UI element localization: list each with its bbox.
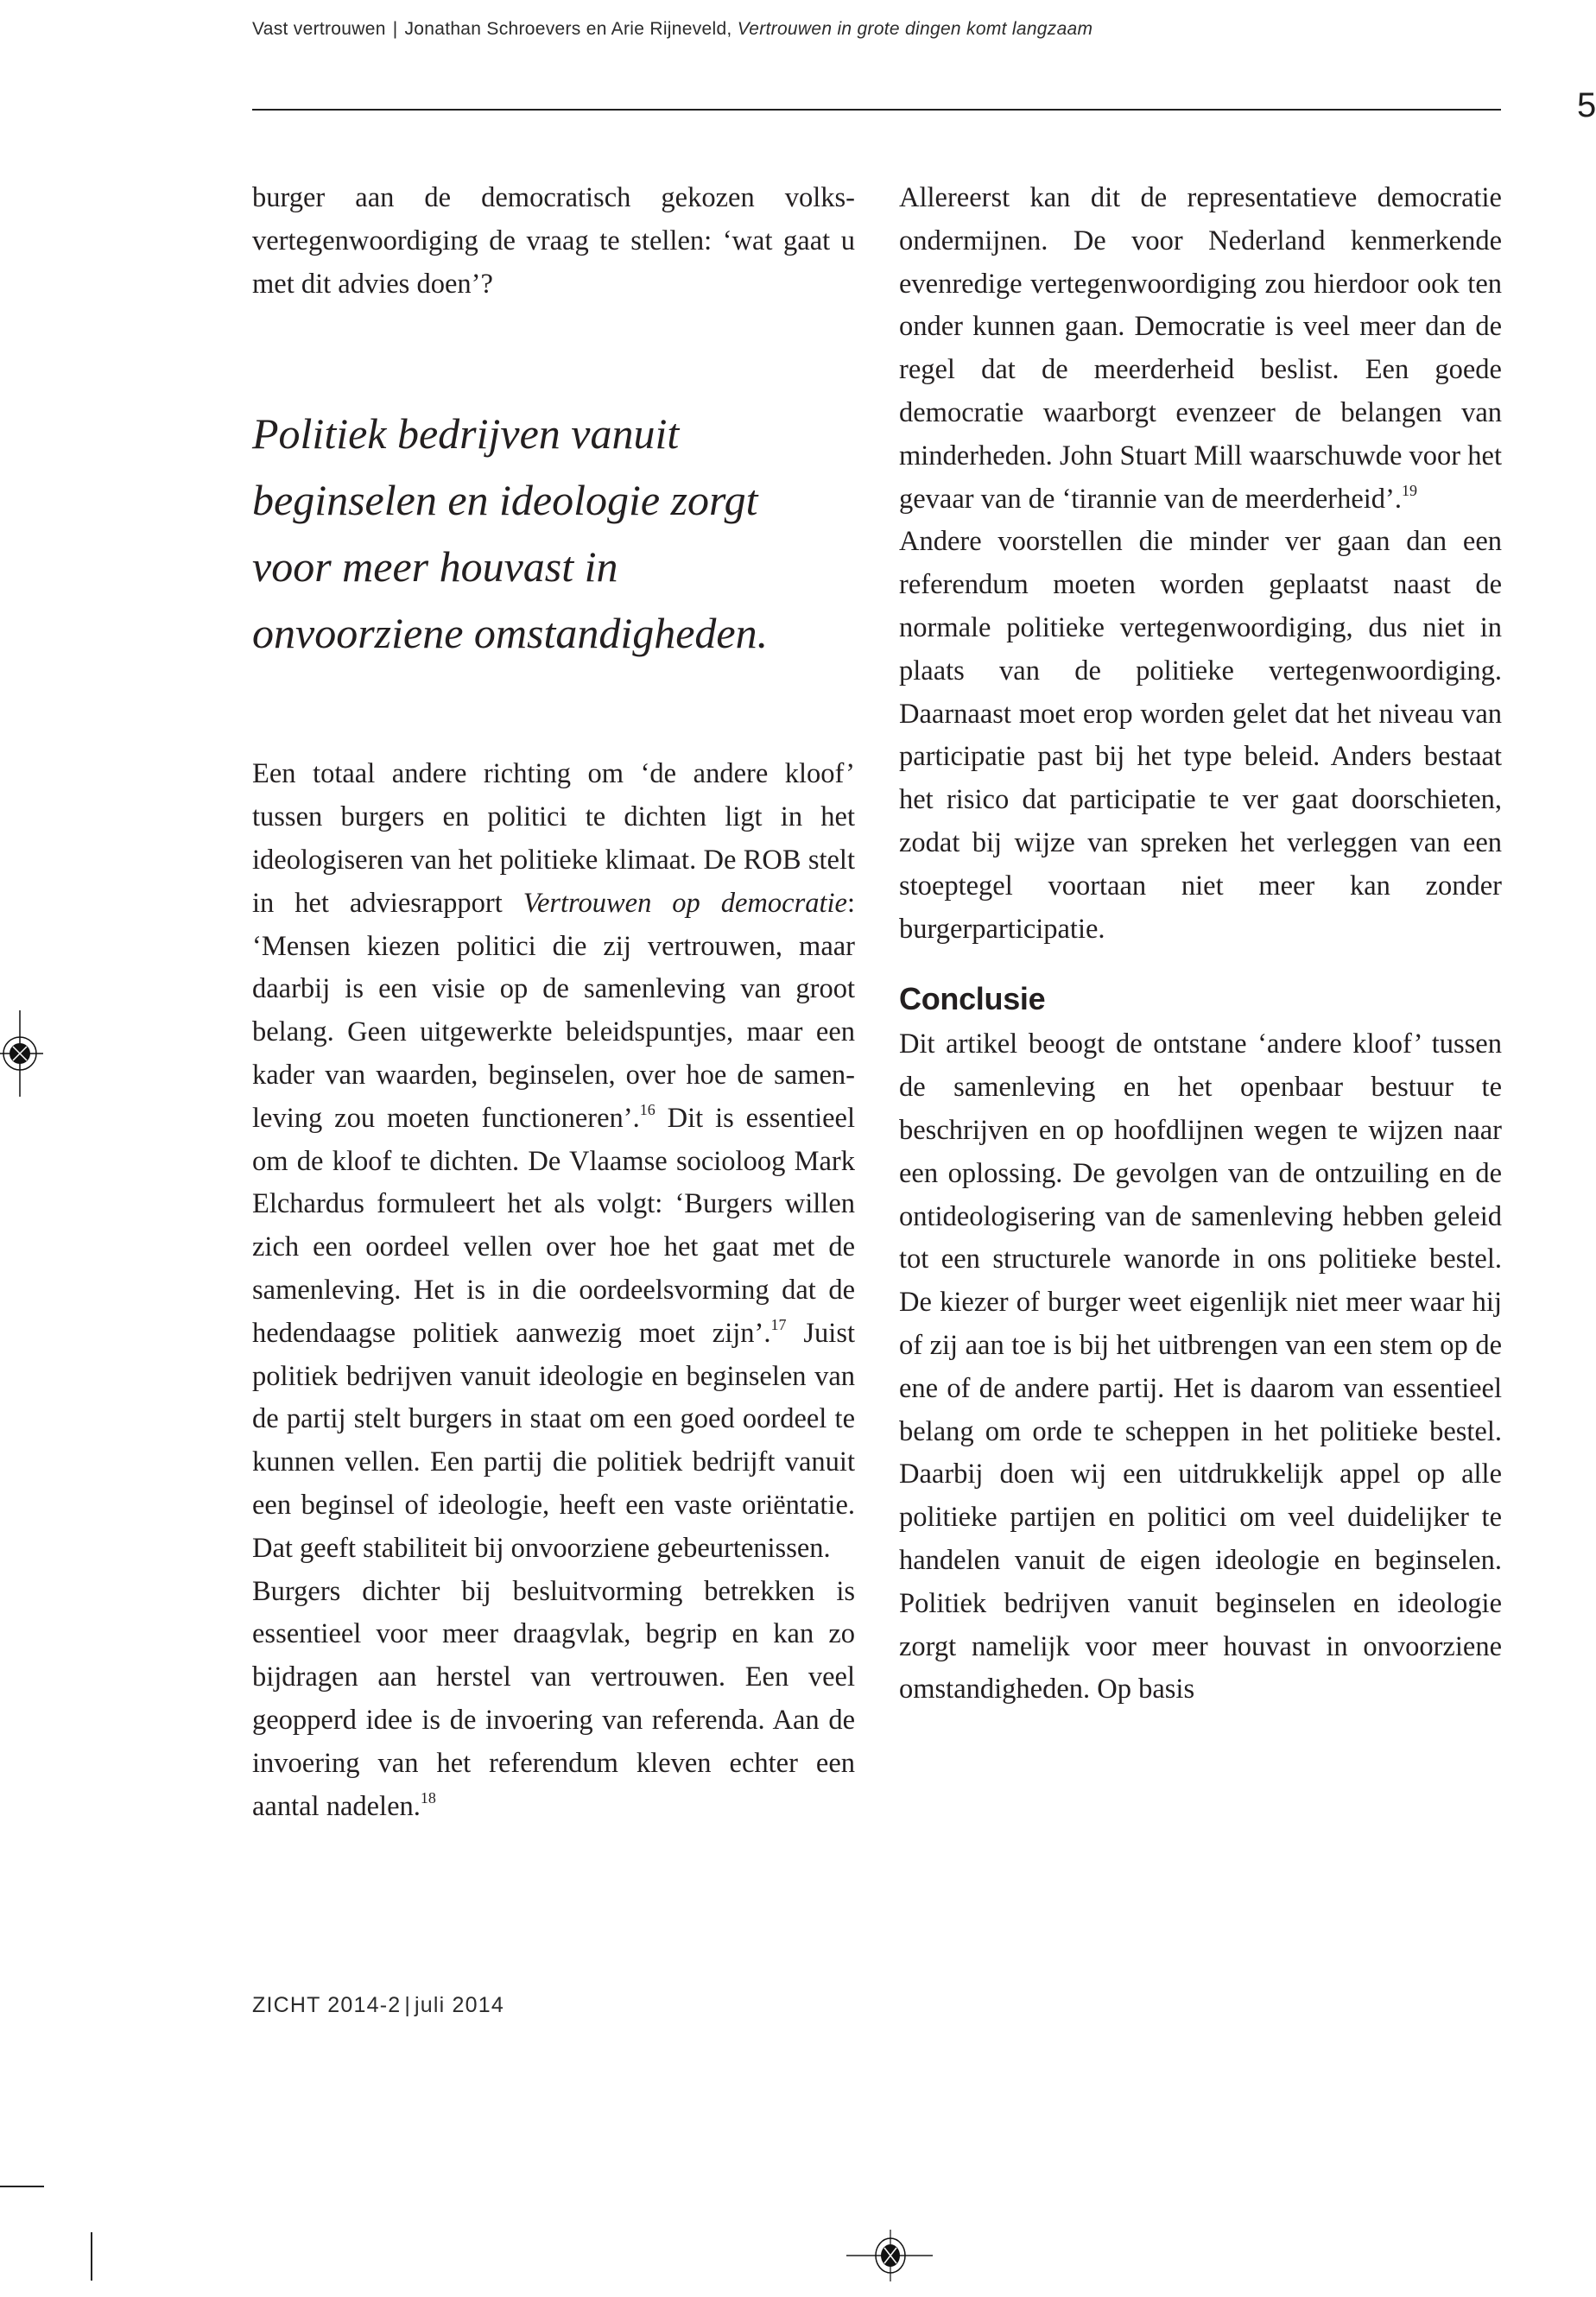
page-footer xyxy=(252,1993,504,2018)
paragraph: burger aan de democratisch gekozen volksvertegenwoordiging de vraag te stellen: ‘wat gaat u met dit advies doen’? xyxy=(252,182,855,300)
text-run: Juist politiek bedrijven vanuit ideologie en beginselen van de partij stelt burgers in staat om een goed oordeel te kunnen vellen. Een partij die politiek bedrijft vanuit een beginsel of ideologie, heeft een vaste oriëntatie. Dat geeft stabiliteit bij onvoorziene gebeurtenissen. xyxy=(252,1317,855,1564)
header-article-title: Vertrouwen in grote dingen komt langzaam xyxy=(737,19,1093,39)
text-run: Allereerst kan dit de representatieve democratie ondermijnen. De voor Nederland kenmerkende evenredige vertegenwoordiging zou hierdoor ook ten onder kunnen gaan. Democratie is veel meer dan de regel dat de meerderheid beslist. Een goede democratie waarborgt evenzeer de belangen van minderheden. John Stuart Mill waarschuwde voor het gevaar van de ‘tirannie van de meerderheid’. xyxy=(899,182,1502,515)
footer-separator: | xyxy=(404,1993,412,2017)
left-column xyxy=(252,177,855,1828)
section-heading: Conclusie xyxy=(899,981,1046,1017)
footnote-ref[interactable]: 17 xyxy=(770,1315,787,1333)
header-separator: | xyxy=(392,19,398,39)
header-authors: Jonathan Schroevers en Arie Rijneveld, xyxy=(404,19,732,39)
right-column xyxy=(899,177,1502,1712)
header-rule xyxy=(252,109,1501,111)
header-section: Vast vertrouwen xyxy=(252,19,386,39)
paragraph: Dit artikel beoogt de ontstane ‘andere kloof’ tussen de samenleving en het openbaar bestuur te beschrijven en op hoofdlijnen wegen te wijzen naar een oplossing. De gevolgen van de ontzuiling en de ontideologisering van de samenleving hebben geleid tot een structurele wanorde in ons politieke bestel. De kiezer of burger weet eigenlijk niet meer waar hij of zij aan toe is bij het uitbrengen van een stem op de ene of de andere partij. Het is daarom van essentieel belang om orde te scheppen in het politieke bestel. Daarbij doen wij een uitdrukkelijk appel op alle politieke partijen en politici om veel duidelijker te handelen vanuit de eigen ideologie en beginselen. Politiek bedrijven vanuit beginselen en ideologie zorgt namelijk voor meer houvast in onvoorziene omstandigheden. Op basis xyxy=(899,1028,1502,1705)
registration-mark-icon xyxy=(0,1010,52,1097)
paragraph xyxy=(899,177,1502,521)
footer-date: juli 2014 xyxy=(415,1993,504,2017)
text-run: : ‘Mensen kiezen politici die zij vertrouwen, maar daarbij is een visie op de samenleving van groot belang. Geen uitgewerkte beleidspuntjes, maar een kader van waarden, beginselen, over hoe de samenleving zou moeten functioneren’. xyxy=(252,887,855,1134)
page-number: 5 xyxy=(1577,86,1596,124)
footnote-ref[interactable]: 19 xyxy=(1402,481,1417,499)
report-title-italic: Vertrouwen op democratie xyxy=(522,887,847,919)
crop-mark xyxy=(0,2186,44,2187)
running-header xyxy=(252,19,1092,40)
footnote-ref[interactable]: 16 xyxy=(639,1100,656,1118)
footnote-ref[interactable]: 18 xyxy=(420,1788,436,1807)
paragraph: Andere voorstellen die minder ver gaan dan een referendum moeten worden geplaatst naast de normale politieke vertegenwoordiging, dus niet in plaats van de politieke vertegenwoordiging. Daarnaast moet erop worden gelet dat het niveau van participatie past bij het type beleid. Anders bestaat het risico dat participatie te ver gaat doorschieten, zodat bij wijze van spreken het verleggen van een stoeptegel voortaan niet meer kan zonder burgerparticipatie. xyxy=(899,526,1502,945)
paragraph xyxy=(252,753,855,1570)
paragraph xyxy=(252,1571,855,1829)
crop-mark xyxy=(91,2232,92,2281)
text-run: Een totaal andere richting om ‘de andere kloof’ tussen burgers en politici te dichten ligt in het ideologiseren van het politieke klimaat. De ROB stelt in het adviesrapport xyxy=(252,758,855,919)
pull-quote: Politiek bedrijven vanuit beginselen en ideologie zorgt voor meer houvast in onvoorziene omstandigheden. xyxy=(252,409,769,658)
footer-journal: ZICHT 2014-2 xyxy=(252,1993,402,2017)
registration-mark-icon xyxy=(846,2230,933,2281)
text-run: Dit is essentieel om de kloof te dichten. De Vlaamse socioloog Mark Elchardus formuleert het als volgt: ‘Burgers willen zich een oordeel vellen over hoe het gaat met de samenleving. Het is in die oordeelsvorming dat de hedendaagse politiek aanwezig moet zijn’. xyxy=(252,1102,856,1349)
text-run: Burgers dichter bij besluitvorming betrekken is essentieel voor meer draagvlak, begrip en kan zo bijdragen aan herstel van vertrouwen. Een veel geopperd idee is de invoering van referenda. Aan de invoering van het referendum kleven echter een aantal nadelen. xyxy=(252,1575,855,1822)
